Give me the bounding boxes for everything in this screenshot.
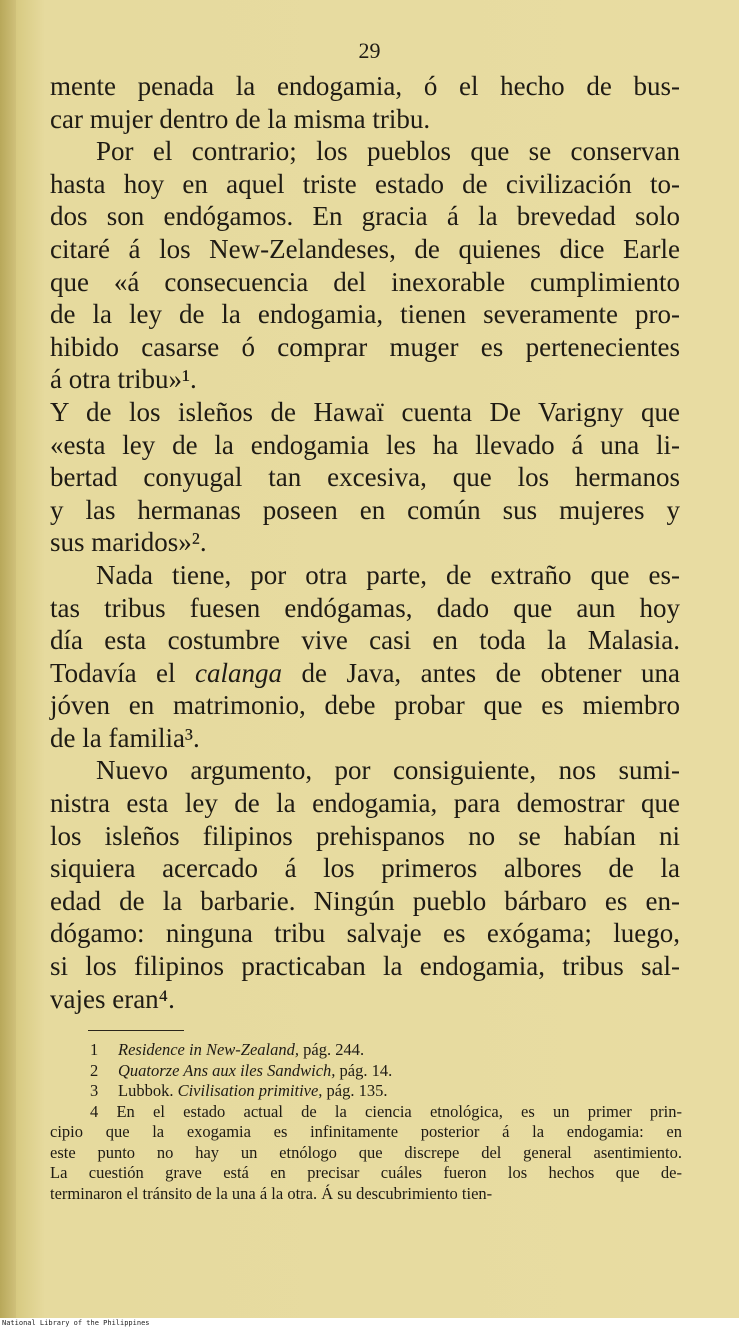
footnote: 2 Quatorze Ans aux iles Sandwich, pág. 14.: [50, 1061, 682, 1082]
text-line: hasta hoy en aquel triste estado de civilización to-: [50, 168, 680, 199]
body-text: [50, 70, 680, 1015]
footnote: 3 Lubbok. Civilisation primitive, pág. 135.: [50, 1081, 682, 1102]
footnote-number: 3: [90, 1081, 99, 1100]
footnote-title: Civilisation primitive,: [177, 1081, 323, 1100]
footnote-line: La cuestión grave está en precisar cuáles fueron los hechos que de-: [50, 1163, 682, 1182]
footnote-title: Residence in New-Zealand,: [118, 1040, 300, 1059]
text-line: de la familia³.: [50, 722, 200, 753]
text-line: dos son endógamos. En gracia á la brevedad solo: [50, 201, 680, 232]
footnote-number: 1: [90, 1040, 99, 1059]
text-line: Nada tiene, por otra parte, de extraño que es-: [96, 559, 680, 590]
footnote-rule: [88, 1030, 184, 1031]
text-line: mente penada la endogamia, ó el hecho de bus-: [50, 71, 680, 101]
text-line: citaré á los New-Zelandeses, de quienes dice Earle: [50, 233, 680, 264]
footnote-line: este punto no hay un etnólogo que discrepe del general asentimiento.: [50, 1142, 682, 1162]
text-line: Todavía el calanga de Java, antes de obtener una: [50, 657, 680, 688]
text-line: «esta ley de la endogamia les ha llevado á una li-: [50, 429, 680, 460]
page-spine-shadow: [0, 0, 16, 1318]
text-line: car mujer dentro de la misma tribu.: [50, 103, 431, 134]
text-line: Por el contrario; los pueblos que se conservan: [96, 136, 680, 167]
footnote-line: terminaron el tránsito de la una á la otra. Á su descubrimiento tien-: [50, 1183, 493, 1203]
text-line: día esta costumbre vive casi en toda la Malasia.: [50, 625, 680, 656]
page-number: 29: [358, 38, 381, 63]
text-line: que «á consecuencia del inexorable cumplimiento: [50, 266, 680, 297]
text-line: nistra esta ley de la endogamia, para demostrar que: [50, 788, 680, 819]
footnote-number: 2: [90, 1060, 99, 1080]
text-line: dógamo: ninguna tribu salvaje es exógama; luego,: [50, 918, 680, 949]
text-line: Y de los isleños de Hawaï cuenta De Varigny que: [50, 396, 680, 427]
footnotes: [50, 1040, 682, 1204]
footnote-line: 4 En el estado actual de la ciencia etnológica, es un primer prin-: [90, 1101, 682, 1121]
text-line: siquiera acercado á los primeros albores de la: [50, 853, 680, 884]
text-line: si los filipinos practicaban la endogamia, tribus sal-: [50, 951, 680, 982]
text-line: sus maridos»².: [50, 527, 207, 558]
footnote: 1 Residence in New-Zealand, pág. 244.: [50, 1040, 682, 1061]
footnote-4: [50, 1102, 682, 1205]
text-line: de la ley de la endogamia, tienen severamente pro-: [50, 299, 680, 330]
footnote-line: cipio que la exogamia es infinitamente posterior á la endogamia: en: [50, 1122, 682, 1141]
text-line: jóven en matrimonio, debe probar que es miembro: [50, 690, 680, 721]
text-line: y las hermanas poseen en común sus mujeres y: [50, 494, 680, 525]
text-line: edad de la barbarie. Ningún pueblo bárbaro es en-: [50, 885, 680, 916]
text-line: los isleños filipinos prehispanos no se habían ni: [50, 820, 680, 851]
library-credit: National Library of the Philippines: [2, 1319, 150, 1327]
text-line: tas tribus fuesen endógamas, dado que aun hoy: [50, 592, 680, 623]
text-line: Nuevo argumento, por consiguiente, nos sumi-: [96, 755, 680, 786]
footnote-title: Quatorze Ans aux iles Sandwich,: [118, 1060, 336, 1080]
text-line: bertad conyugal tan excesiva, que los hermanos: [50, 462, 680, 493]
text-line: vajes eran⁴.: [50, 983, 175, 1014]
text-line: hibido casarse ó comprar muger es pertenecientes: [50, 331, 680, 362]
text-line: á otra tribu»¹.: [50, 364, 197, 395]
